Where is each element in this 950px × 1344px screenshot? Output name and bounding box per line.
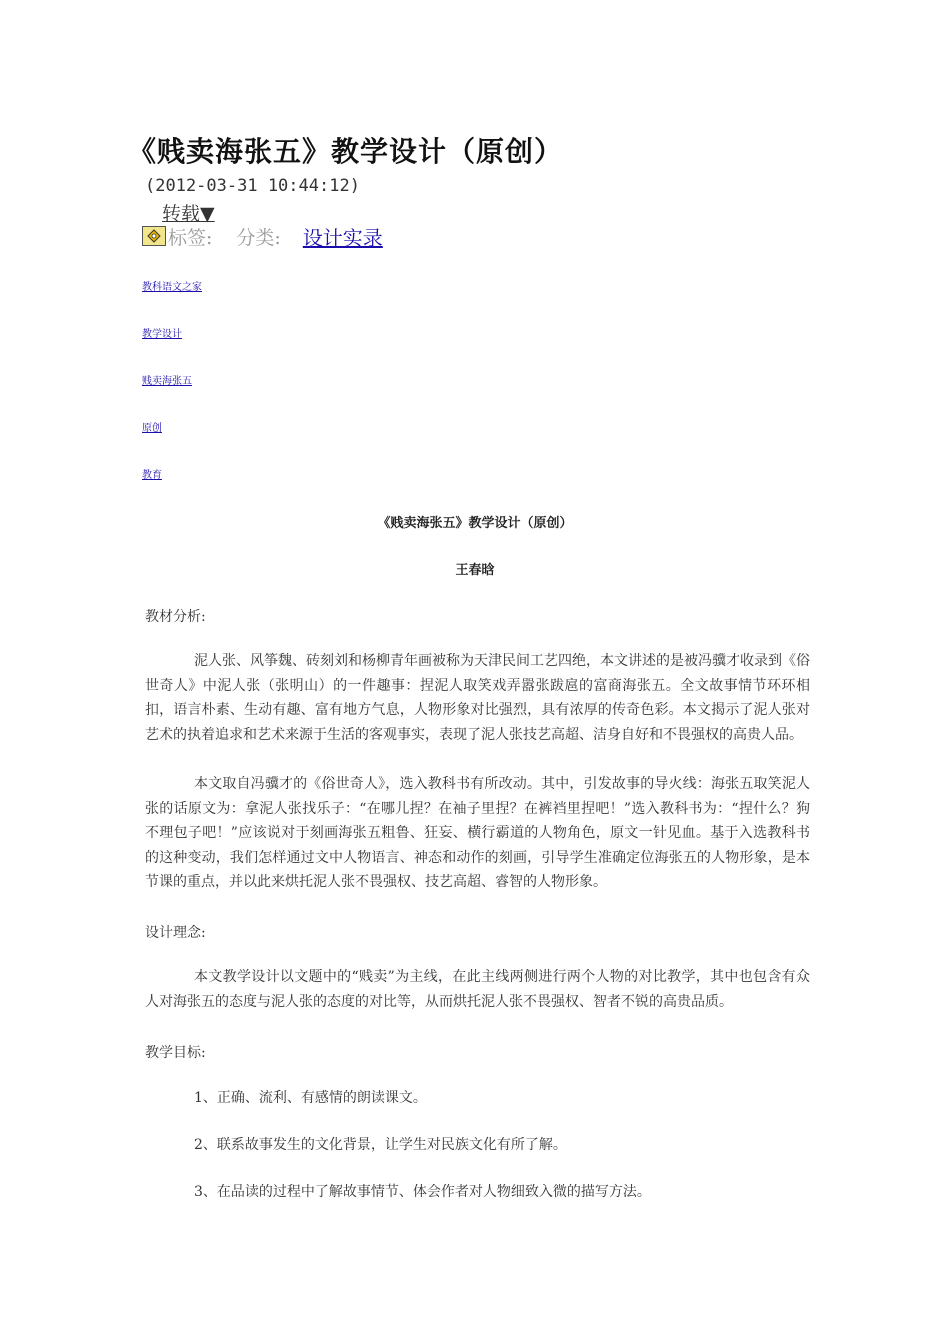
article-author: 王春晗 — [455, 563, 495, 578]
repost-dropdown[interactable]: 转载▼ — [162, 203, 215, 225]
post-title: 《贱卖海张五》教学设计（原创） — [128, 135, 564, 168]
post-meta-row — [142, 223, 383, 249]
tag-icon — [142, 226, 166, 246]
paragraph-design-concept: 本文教学设计以文题中的“贱卖”为主线，在此主线两侧进行两个人物的对比教学，其中也包含有众人对海张五的态度与泥人张的态度的对比等，从而烘托泥人张不畏强权、智者不锐的高贵品质。 — [145, 969, 810, 1010]
category-label: 分类: — [236, 226, 281, 249]
tag-link[interactable]: 教学设计 — [142, 329, 182, 340]
section-heading-goals: 教学目标: — [145, 1045, 206, 1061]
tag-link[interactable]: 原创 — [142, 423, 162, 434]
goal-item: 3、在品读的过程中了解故事情节、体会作者对人物细致入微的描写方法。 — [194, 1184, 651, 1200]
article-heading: 《贱卖海张五》教学设计（原创） — [377, 516, 573, 531]
post-datetime: (2012-03-31 10:44:12) — [145, 176, 360, 196]
section-heading-concept: 设计理念: — [145, 925, 206, 941]
tag-link[interactable]: 贱卖海张五 — [142, 376, 192, 387]
goal-item: 2、联系故事发生的文化背景，让学生对民族文化有所了解。 — [194, 1137, 567, 1153]
paragraph-material-analysis: 泥人张、风筝魏、砖刻刘和杨柳青年画被称为天津民间工艺四绝，本文讲述的是被冯骥才收录到《俗世奇人》中泥人张（张明山）的一件趣事：捏泥人取笑戏弄嚣张跋扈的富商海张五。全文故事情节环环相扣，语言朴素、生动有趣、富有地方气息，人物形象对比强烈，具有浓厚的传奇色彩。本文揭示了泥人张对艺术的执着追求和艺术来源于生活的客观事实，表现了泥人张技艺高超、洁身自好和不畏强权的高贵人品。 — [145, 653, 810, 743]
tag-link[interactable]: 教育 — [142, 470, 162, 481]
tags-label: 标签: — [168, 226, 213, 249]
tag-link[interactable]: 教科语文之家 — [142, 282, 202, 293]
category-link[interactable]: 设计实录 — [302, 225, 383, 250]
section-heading-material: 教材分析: — [145, 609, 206, 625]
paragraph-text-source: 本文取自冯骥才的《俗世奇人》，选入教科书有所改动。其中，引发故事的导火线：海张五取笑泥人张的话原文为：拿泥人张找乐子：“在哪儿捏？在袖子里捏？在裤裆里捏吧！”选入教科书为：“捏什么？狗不理包子吧！”应该说对于刻画海张五粗鲁、狂妄、横行霸道的人物角色，原文一针见血。基于入选教科书的这种变动，我们怎样通过文中人物语言、神态和动作的刻画，引导学生准确定位海张五的人物形象，是本节课的重点，并以此来烘托泥人张不畏强权、技艺高超、睿智的人物形象。 — [145, 776, 810, 890]
goal-item: 1、正确、流利、有感情的朗读课文。 — [194, 1090, 427, 1106]
